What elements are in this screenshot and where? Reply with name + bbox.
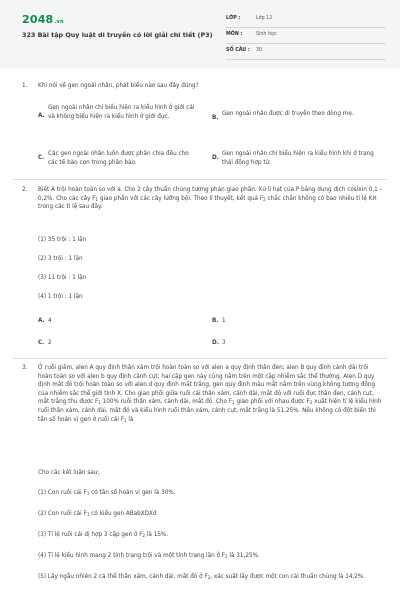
document-title: 323 Bài tập Quy luật di truyền có lời giải chi tiết (P3): [22, 31, 213, 39]
meta-row-subject: MÔN : Sinh học: [226, 28, 386, 44]
conclusion-4: (4) Tỉ lệ kiểu hình mang 2 tính trạng trội và một tính trạng lặn ở F2 là 31,25%.: [38, 553, 260, 559]
conclusions-lead: Cho các kết luận sau:: [38, 470, 100, 476]
question-stem: Biết A trội hoàn toàn so với a. Cho 2 cây thuần chủng tương phản giao phấn. Xử lí hạt của P bằng dung dịch cosixin 0,1 – 0,2%. Cho các cây F1 giao phấn với các cây lưỡng bội. Theo lí thuyết, kết quả F2 chắc chắn không có bao nhiêu tỉ lệ KH trong các tỉ lệ sau đây.: [38, 187, 383, 211]
meta-row-grade: LỚP : Lớp 12: [226, 12, 386, 28]
statement-1: (1) 35 trội : 1 lặn: [38, 237, 87, 243]
question-number: 2.: [22, 187, 28, 193]
question-divider: [12, 358, 388, 359]
statement-3: (3) 11 trội : 1 lặn: [38, 275, 87, 281]
question-3: [22, 364, 384, 454]
question-number: 3.: [22, 365, 28, 371]
document-header: [0, 0, 400, 68]
site-logo[interactable]: 2048.vn: [22, 13, 64, 26]
conclusion-3: (3) Tỉ lệ ruồi cái dị hợp 3 cặp gen ở F2 là 15%.: [38, 532, 169, 538]
question-number: 1.: [22, 83, 28, 89]
question-stem: Ở ruồi giấm, alen A quy định thân xám trội hoàn toàn so với alen a quy định thân đen; alen B quy định cánh dài trội hoàn toàn so với alen b quy định cánh cụt; hai cặp gen này cùng nằm trên một cặp nhiễm sắc thể thường. Alen D quy định mắt đỏ trội hoàn toàn so với alen d quy định mắt trắng, gen quy định màu mắt nằm trên vùng không tương đồng của nhiễm sắc thể giới tính X. Cho giao phối giữa ruồi cái thân xám, cánh dài, mắt đỏ với ruồi đực thân đen, cánh cụt, mắt trắng thu được F1 100% ruồi thân xám, cánh dài, mắt đỏ. Cho F1 giao phối với nhau được F2 xuất hiện tỉ lệ kiểu hình ruồi thân xám, cánh dài, mắt đỏ và kiểu hình ruồi thân xám, cánh cụt, mắt trắng là 51,25%. Nếu không có đột biến thì tần số hoán vị gen ở ruồi cái F1 là: [38, 365, 382, 423]
statement-4: (4) 1 trội : 1 lặn: [38, 294, 83, 300]
question-divider: [12, 179, 388, 180]
question-stem: Khi nói về gen ngoài nhân, phát biểu nào sau đây đúng?: [38, 83, 199, 89]
conclusion-5: (5) Lấy ngẫu nhiên 2 cá thể thân xám, cánh dài, mắt đỏ ở F2, xác suất lấy được một con cái thuần chủng là 14,2%.: [38, 574, 366, 580]
conclusion-2: (2) Con ruồi cái F1 có kiểu gen ABabXDXd: [38, 511, 157, 517]
statement-2: (2) 3 trội : 1 lặn: [38, 256, 83, 262]
question-2: [22, 186, 384, 226]
document-meta: [226, 12, 386, 60]
meta-row-question-count: SỐ CÂU : 30: [226, 44, 386, 60]
conclusion-1: (1) Con ruồi cái F1 có tần số hoán vị gen là 30%.: [38, 490, 176, 496]
